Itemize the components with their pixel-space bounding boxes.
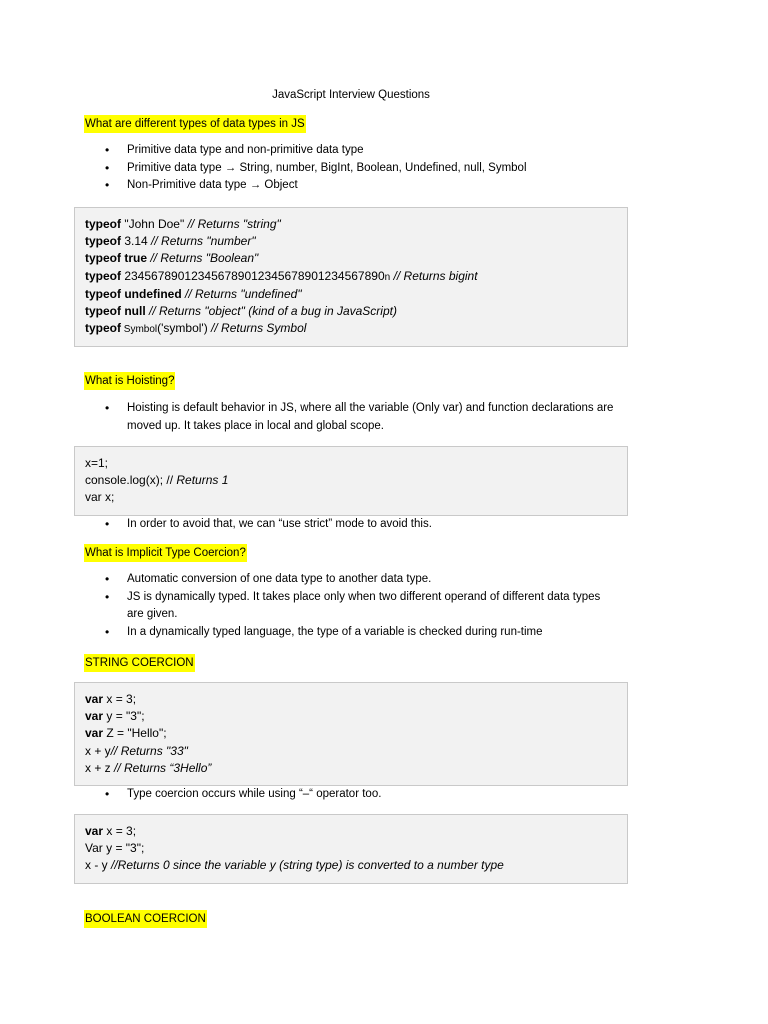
code-line: typeof 234567890123456789012345678901234567890n // Returns bigint [85,268,478,283]
code-line: typeof null // Returns "object" (kind of a bug in JavaScript) [85,304,397,319]
code-line: typeof 3.14 // Returns "number" [85,234,256,249]
page-title: JavaScript Interview Questions [272,89,430,101]
code-line: x + y// Returns "33" [85,743,188,758]
code-line: console.log(x); // Returns 1 [85,473,229,488]
code-line: Var y = "3"; [85,841,145,856]
coercion-list [84,571,614,641]
code-block-string-coercion [74,682,628,786]
heading-hoisting: What is Hoisting? [84,372,175,390]
data-types-list [84,142,614,195]
list-item: • Primitive data type → String, number, BigInt, Boolean, Undefined, null, Symbol [84,160,614,178]
code-line: typeof Symbol('symbol') // Returns Symbol [85,321,307,336]
heading-data-types: What are different types of data types in JS [84,115,306,133]
list-item: • Non-Primitive data type → Object [84,177,614,195]
code-line: var x; [85,490,115,505]
heading-type-coercion: What is Implicit Type Coercion? [84,544,247,562]
list-item: • Primitive data type and non-primitive data type [84,142,614,160]
code-line: var Z = "Hello"; [85,726,167,741]
strict-mode-list [84,516,614,534]
list-item: • JS is dynamically typed. It takes place only when two different operand of different data types are given. [84,589,614,624]
code-line: typeof true // Returns "Boolean" [85,251,259,266]
code-block-hoisting [74,446,628,516]
code-line: var x = 3; [85,824,137,838]
list-item: • In order to avoid that, we can “use strict” mode to avoid this. [84,516,614,534]
code-line: var x = 3; [85,692,137,706]
heading-boolean-coercion: BOOLEAN COERCION [84,910,207,928]
code-line: x + z // Returns “3Hello” [85,760,212,775]
list-item: • In a dynamically typed language, the type of a variable is checked during run-time [84,624,614,642]
code-block-typeof [74,207,628,347]
list-item: • Hoisting is default behavior in JS, where all the variable (Only var) and function declarations are moved up. It takes place in local and global scope. [84,400,614,435]
code-line: typeof "John Doe" // Returns "string" [85,217,281,231]
heading-string-coercion: STRING COERCION [84,654,195,672]
subtraction-coercion-list [84,786,614,804]
code-line: x - y //Returns 0 since the variable y (string type) is converted to a number type [85,858,504,873]
code-line: typeof undefined // Returns "undefined" [85,286,302,301]
list-item: • Automatic conversion of one data type to another data type. [84,571,614,589]
code-line: x=1; [85,456,109,470]
list-item: • Type coercion occurs while using “–“ operator too. [84,786,614,804]
code-block-subtraction [74,814,628,884]
code-line: var y = "3"; [85,709,145,724]
hoisting-list [84,400,614,435]
